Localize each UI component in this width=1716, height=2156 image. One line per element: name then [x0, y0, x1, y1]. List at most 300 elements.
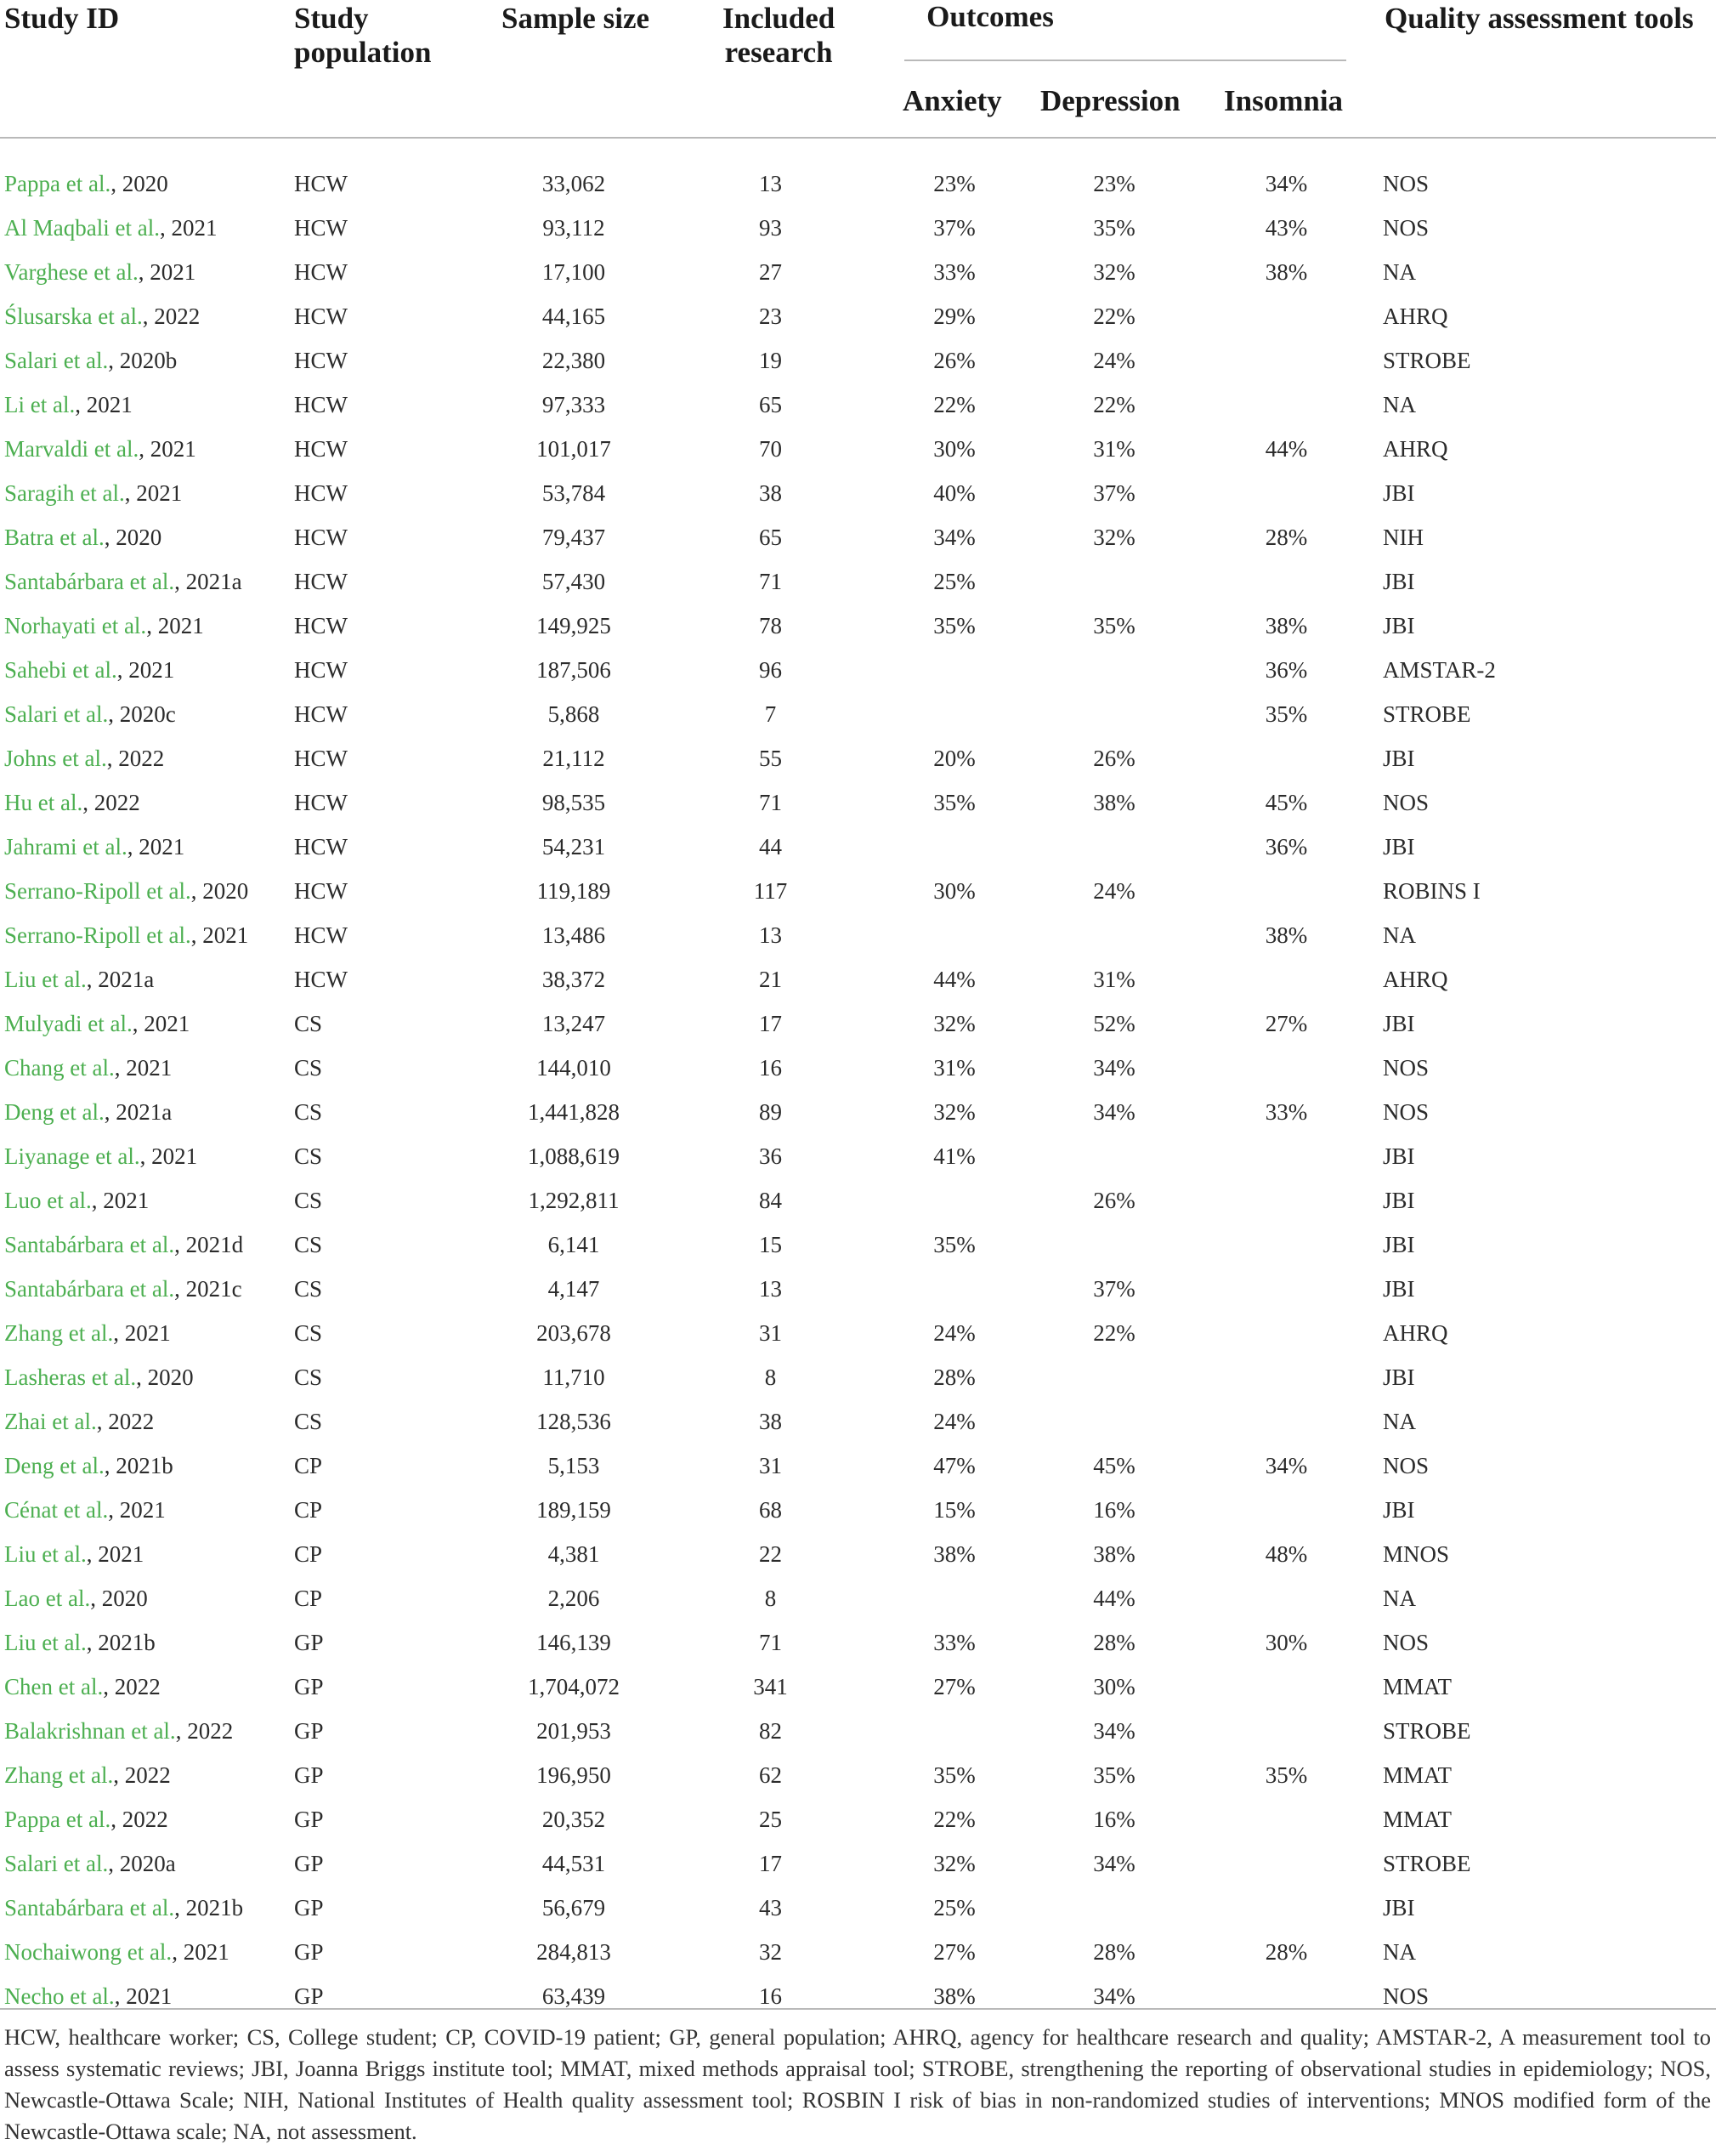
- cell-anxiety: 26%: [933, 347, 976, 373]
- cell-sample-size: 79,437: [541, 524, 606, 550]
- study-author-link[interactable]: Ślusarska et al.: [4, 303, 143, 329]
- cell-population: HCW: [294, 877, 348, 904]
- cell-quality-tool: STROBE: [1383, 1717, 1471, 1744]
- cell-included-research: 65: [759, 524, 782, 550]
- cell-study-id: [0, 1355, 294, 1399]
- study-year: , 2021c: [174, 1275, 242, 1302]
- cell-population: GP: [294, 1806, 324, 1832]
- study-author-link[interactable]: Liu et al.: [4, 966, 87, 992]
- cell-depression: 35%: [1093, 612, 1136, 638]
- study-author-link[interactable]: Jahrami et al.: [4, 833, 127, 860]
- study-year: , 2022: [82, 789, 140, 815]
- cell-study-id: [0, 1090, 294, 1134]
- study-year: , 2021b: [174, 1894, 244, 1921]
- study-author-link[interactable]: Deng et al.: [4, 1452, 105, 1478]
- cell-depression: [1039, 692, 1190, 736]
- cell-included-research: 16: [759, 1054, 782, 1081]
- study-year: , 2021: [127, 833, 185, 860]
- cell-quality-tool: MMAT: [1383, 1673, 1453, 1699]
- cell-included-research: 13: [759, 170, 782, 196]
- cell-study-id: [0, 869, 294, 913]
- cell-quality-tool: JBI: [1383, 745, 1415, 771]
- cell-sample-size: 44,165: [541, 303, 606, 329]
- cell-anxiety: 20%: [933, 745, 976, 771]
- cell-study-id: [0, 1488, 294, 1532]
- table-row: [0, 604, 1716, 648]
- cell-included-research: 341: [753, 1673, 788, 1699]
- cell-depression: 24%: [1093, 347, 1136, 373]
- table-row: [0, 427, 1716, 471]
- cell-included-research: 21: [759, 966, 782, 992]
- cell-population: CP: [294, 1496, 323, 1523]
- cell-depression: 28%: [1093, 1938, 1136, 1965]
- table-row: [0, 780, 1716, 825]
- cell-population: CS: [294, 1054, 323, 1081]
- table-row: [0, 1267, 1716, 1311]
- cell-population: CS: [294, 1010, 323, 1036]
- cell-population: HCW: [294, 303, 348, 329]
- outcomes-divider: [904, 60, 1346, 61]
- study-year: , 2022: [175, 1717, 234, 1744]
- cell-population: HCW: [294, 745, 348, 771]
- study-author-link[interactable]: Liu et al.: [4, 1540, 87, 1567]
- cell-study-id: [0, 1886, 294, 1930]
- cell-included-research: 62: [759, 1762, 782, 1788]
- cell-insomnia: [1190, 1223, 1383, 1267]
- table-row: [0, 1223, 1716, 1267]
- study-author-link[interactable]: Balakrishnan et al.: [4, 1717, 176, 1744]
- cell-anxiety: 35%: [933, 789, 976, 815]
- cell-study-id: [0, 1223, 294, 1267]
- cell-quality-tool: NOS: [1383, 214, 1430, 241]
- cell-depression: 32%: [1093, 258, 1136, 285]
- study-year: , 2021a: [86, 966, 155, 992]
- cell-population: HCW: [294, 435, 348, 462]
- study-author-link[interactable]: Zhai et al.: [4, 1408, 97, 1434]
- cell-anxiety: 27%: [933, 1673, 976, 1699]
- cell-study-id: [0, 1841, 294, 1886]
- cell-sample-size: 11,710: [542, 1364, 605, 1390]
- cell-anxiety: 34%: [933, 524, 976, 550]
- cell-insomnia: 38%: [1265, 922, 1308, 948]
- table-row: [0, 338, 1716, 383]
- table-row: [0, 1974, 1716, 2018]
- table-row: [0, 825, 1716, 869]
- study-author-link[interactable]: Marvaldi et al.: [4, 435, 139, 462]
- cell-depression: 16%: [1093, 1806, 1136, 1832]
- study-author-link[interactable]: Zhang et al.: [4, 1762, 114, 1788]
- study-author-link[interactable]: Pappa et al.: [4, 1806, 111, 1832]
- table-row: [0, 1620, 1716, 1665]
- cell-sample-size: 17,100: [541, 258, 606, 285]
- cell-depression: 24%: [1093, 877, 1136, 904]
- table-row: [0, 1311, 1716, 1355]
- cell-included-research: 117: [753, 877, 788, 904]
- cell-population: CS: [294, 1143, 323, 1169]
- cell-quality-tool: AHRQ: [1383, 435, 1448, 462]
- header-study-id: Study ID: [4, 2, 120, 35]
- cell-anxiety: 32%: [933, 1098, 976, 1125]
- cell-anxiety: 38%: [933, 1983, 976, 2009]
- cell-insomnia: [1190, 1886, 1383, 1930]
- cell-included-research: 70: [759, 435, 782, 462]
- cell-included-research: 31: [759, 1452, 782, 1478]
- studies-table: [0, 162, 1716, 2018]
- cell-sample-size: 53,784: [541, 479, 606, 506]
- cell-insomnia: [1190, 1488, 1383, 1532]
- cell-insomnia: [1190, 1576, 1383, 1620]
- cell-insomnia: 34%: [1265, 170, 1308, 196]
- cell-depression: [1039, 1886, 1190, 1930]
- header-study-population: [294, 2, 431, 70]
- cell-depression: [1039, 1134, 1190, 1178]
- cell-included-research: 27: [759, 258, 782, 285]
- study-year: , 2020: [104, 524, 162, 550]
- cell-included-research: 82: [759, 1717, 782, 1744]
- table-footnote: HCW, healthcare worker; CS, College student; CP, COVID-19 patient; GP, general population; AHRQ, agency for healthcare research and quality; AMSTAR-2, A measurement tool to assess systematic reviews; JBI, Joanna Briggs institute tool; MMAT, mixed methods appraisal tool; STROBE, strengthening the reporting of observational studies in epidemiology; NOS, Newcastle-Ottawa Scale; NIH, National Institutes of Health quality assessment tool; ROSBIN I risk of bias in non-randomized studies of interventions; MNOS modified form of the Newcastle-Ottawa scale; NA, not assessment.: [4, 2024, 1711, 2144]
- study-author-link[interactable]: Mulyadi et al.: [4, 1010, 133, 1036]
- cell-insomnia: 43%: [1265, 214, 1308, 241]
- study-year: , 2022: [142, 303, 201, 329]
- cell-depression: 37%: [1093, 1275, 1136, 1302]
- study-author-link[interactable]: Norhayati et al.: [4, 612, 147, 638]
- study-author-link[interactable]: Deng et al.: [4, 1098, 105, 1125]
- cell-depression: 30%: [1093, 1673, 1136, 1699]
- study-author-link[interactable]: Santabárbara et al.: [4, 1275, 175, 1302]
- cell-study-id: [0, 1974, 294, 2018]
- study-author-link[interactable]: Sahebi et al.: [4, 656, 117, 683]
- study-year: , 2021: [159, 214, 218, 241]
- cell-study-id: [0, 1797, 294, 1841]
- cell-sample-size: 1,088,619: [528, 1143, 620, 1169]
- cell-population: HCW: [294, 922, 348, 948]
- cell-population: GP: [294, 1938, 324, 1965]
- study-author-link[interactable]: Zhang et al.: [4, 1319, 114, 1346]
- cell-insomnia: [1190, 957, 1383, 1001]
- cell-sample-size: 144,010: [536, 1054, 611, 1081]
- cell-population: GP: [294, 1673, 324, 1699]
- study-author-link[interactable]: Salari et al.: [4, 347, 109, 373]
- cell-quality-tool: NOS: [1383, 1452, 1430, 1478]
- table-row: [0, 1665, 1716, 1709]
- table-row: [0, 294, 1716, 338]
- cell-depression: 31%: [1093, 966, 1136, 992]
- cell-depression: 22%: [1093, 1319, 1136, 1346]
- cell-quality-tool: MMAT: [1383, 1762, 1453, 1788]
- cell-sample-size: 5,153: [547, 1452, 600, 1478]
- cell-depression: 45%: [1093, 1452, 1136, 1478]
- cell-population: CP: [294, 1540, 323, 1567]
- cell-anxiety: [870, 692, 1039, 736]
- table-row: [0, 1090, 1716, 1134]
- cell-anxiety: 38%: [933, 1540, 976, 1567]
- cell-population: HCW: [294, 170, 348, 196]
- study-author-link[interactable]: Chang et al.: [4, 1054, 115, 1081]
- study-year: , 2022: [110, 1806, 168, 1832]
- cell-included-research: 36: [759, 1143, 782, 1169]
- cell-insomnia: 34%: [1265, 1452, 1308, 1478]
- study-year: , 2021: [124, 479, 183, 506]
- cell-quality-tool: JBI: [1383, 1894, 1415, 1921]
- cell-insomnia: 36%: [1265, 656, 1308, 683]
- cell-anxiety: 23%: [933, 170, 976, 196]
- study-author-link[interactable]: Santabárbara et al.: [4, 1231, 175, 1257]
- study-author-link[interactable]: Lasheras et al.: [4, 1364, 137, 1390]
- cell-population: HCW: [294, 479, 348, 506]
- cell-quality-tool: JBI: [1383, 1143, 1415, 1169]
- cell-anxiety: 30%: [933, 877, 976, 904]
- cell-quality-tool: JBI: [1383, 1496, 1415, 1523]
- cell-depression: 26%: [1093, 1187, 1136, 1213]
- cell-depression: [1039, 825, 1190, 869]
- table-bottom-divider: [0, 2008, 1716, 2010]
- cell-included-research: 93: [759, 214, 782, 241]
- cell-anxiety: 24%: [933, 1319, 976, 1346]
- study-author-link[interactable]: Li et al.: [4, 391, 76, 417]
- table-row: [0, 1841, 1716, 1886]
- cell-anxiety: 15%: [933, 1496, 976, 1523]
- table-row: [0, 1444, 1716, 1488]
- study-year: , 2020: [90, 1585, 148, 1611]
- cell-included-research: 44: [759, 833, 782, 860]
- cell-depression: 34%: [1093, 1983, 1136, 2009]
- header-depression: Depression: [1040, 84, 1181, 117]
- cell-anxiety: 25%: [933, 1894, 976, 1921]
- cell-sample-size: 54,231: [541, 833, 606, 860]
- cell-insomnia: 38%: [1265, 258, 1308, 285]
- cell-insomnia: [1190, 383, 1383, 427]
- cell-population: CS: [294, 1319, 323, 1346]
- cell-anxiety: 35%: [933, 1231, 976, 1257]
- cell-insomnia: 35%: [1265, 701, 1308, 727]
- cell-included-research: 17: [759, 1850, 782, 1876]
- cell-quality-tool: NA: [1383, 1408, 1416, 1434]
- cell-included-research: 71: [759, 568, 782, 594]
- cell-population: CS: [294, 1187, 323, 1213]
- study-year: , 2020b: [108, 347, 178, 373]
- study-author-link[interactable]: Liu et al.: [4, 1629, 87, 1655]
- cell-anxiety: 33%: [933, 258, 976, 285]
- cell-study-id: [0, 780, 294, 825]
- cell-insomnia: 28%: [1265, 524, 1308, 550]
- study-author-link[interactable]: Santabárbara et al.: [4, 568, 175, 594]
- cell-anxiety: 41%: [933, 1143, 976, 1169]
- study-year: , 2021d: [174, 1231, 244, 1257]
- cell-depression: [1039, 1399, 1190, 1444]
- study-author-link[interactable]: Pappa et al.: [4, 170, 111, 196]
- cell-quality-tool: AMSTAR-2: [1383, 656, 1496, 683]
- cell-insomnia: 27%: [1265, 1010, 1308, 1036]
- cell-study-id: [0, 1532, 294, 1576]
- study-author-link[interactable]: Salari et al.: [4, 1850, 109, 1876]
- cell-insomnia: 28%: [1265, 1938, 1308, 1965]
- study-year: , 2021b: [86, 1629, 156, 1655]
- cell-anxiety: 44%: [933, 966, 976, 992]
- cell-study-id: [0, 1753, 294, 1797]
- table-row: [0, 1046, 1716, 1090]
- cell-sample-size: 13,486: [541, 922, 606, 948]
- table-row: [0, 206, 1716, 250]
- cell-included-research: 7: [764, 701, 777, 727]
- table-row: [0, 515, 1716, 559]
- cell-depression: 31%: [1093, 435, 1136, 462]
- table-row: [0, 1532, 1716, 1576]
- cell-depression: 26%: [1093, 745, 1136, 771]
- cell-included-research: 32: [759, 1938, 782, 1965]
- study-author-link[interactable]: Varghese et al.: [4, 258, 139, 285]
- cell-quality-tool: MNOS: [1383, 1540, 1450, 1567]
- cell-quality-tool: JBI: [1383, 833, 1415, 860]
- cell-anxiety: 29%: [933, 303, 976, 329]
- cell-sample-size: 33,062: [541, 170, 606, 196]
- cell-population: GP: [294, 1762, 324, 1788]
- study-year: , 2022: [113, 1762, 171, 1788]
- header-insomnia: Insomnia: [1224, 84, 1344, 117]
- study-author-link[interactable]: Al Maqbali et al.: [4, 214, 160, 241]
- cell-insomnia: 45%: [1265, 789, 1308, 815]
- cell-insomnia: [1190, 1046, 1383, 1090]
- cell-sample-size: 101,017: [536, 435, 611, 462]
- cell-depression: 34%: [1093, 1098, 1136, 1125]
- study-author-link[interactable]: Nochaiwong et al.: [4, 1938, 173, 1965]
- cell-quality-tool: NA: [1383, 391, 1416, 417]
- cell-sample-size: 189,159: [536, 1496, 611, 1523]
- table-row: [0, 1930, 1716, 1974]
- cell-insomnia: [1190, 1311, 1383, 1355]
- study-author-link[interactable]: Salari et al.: [4, 701, 109, 727]
- cell-insomnia: 36%: [1265, 833, 1308, 860]
- study-author-link[interactable]: Hu et al.: [4, 789, 83, 815]
- cell-anxiety: 32%: [933, 1010, 976, 1036]
- cell-study-id: [0, 692, 294, 736]
- cell-included-research: 13: [759, 922, 782, 948]
- study-year: , 2022: [96, 1408, 155, 1434]
- cell-population: CS: [294, 1275, 323, 1302]
- study-author-link[interactable]: Liyanage et al.: [4, 1143, 140, 1169]
- table-row: [0, 957, 1716, 1001]
- study-author-link[interactable]: Saragih et al.: [4, 479, 125, 506]
- cell-anxiety: 31%: [933, 1054, 976, 1081]
- cell-depression: 22%: [1093, 303, 1136, 329]
- cell-study-id: [0, 1620, 294, 1665]
- cell-population: HCW: [294, 833, 348, 860]
- cell-quality-tool: JBI: [1383, 612, 1415, 638]
- cell-quality-tool: JBI: [1383, 1187, 1415, 1213]
- cell-depression: 22%: [1093, 391, 1136, 417]
- study-author-link[interactable]: Chen et al.: [4, 1673, 104, 1699]
- cell-depression: 34%: [1093, 1054, 1136, 1081]
- cell-anxiety: 27%: [933, 1938, 976, 1965]
- cell-depression: [1039, 913, 1190, 957]
- table-row: [0, 383, 1716, 427]
- table-row: [0, 648, 1716, 692]
- cell-population: HCW: [294, 214, 348, 241]
- study-author-link[interactable]: Luo et al.: [4, 1187, 92, 1213]
- cell-sample-size: 119,189: [536, 877, 611, 904]
- cell-anxiety: 35%: [933, 1762, 976, 1788]
- study-year: , 2021: [108, 1496, 166, 1523]
- cell-included-research: 31: [759, 1319, 782, 1346]
- cell-insomnia: [1190, 559, 1383, 604]
- cell-sample-size: 22,380: [541, 347, 606, 373]
- study-author-link[interactable]: Necho et al.: [4, 1983, 115, 2009]
- cell-sample-size: 97,333: [541, 391, 606, 417]
- cell-included-research: 71: [759, 789, 782, 815]
- cell-population: CS: [294, 1098, 323, 1125]
- table-row: [0, 1709, 1716, 1753]
- cell-study-id: [0, 604, 294, 648]
- cell-included-research: 8: [764, 1364, 777, 1390]
- cell-insomnia: [1190, 1841, 1383, 1886]
- studies-table-body: [0, 162, 1716, 2018]
- cell-insomnia: 33%: [1265, 1098, 1308, 1125]
- cell-included-research: 38: [759, 1408, 782, 1434]
- cell-sample-size: 4,381: [547, 1540, 600, 1567]
- study-year: , 2021: [146, 612, 204, 638]
- cell-sample-size: 44,531: [541, 1850, 606, 1876]
- cell-sample-size: 146,139: [536, 1629, 611, 1655]
- cell-study-id: [0, 1444, 294, 1488]
- table-row: [0, 250, 1716, 294]
- study-author-link[interactable]: Lao et al.: [4, 1585, 91, 1611]
- study-author-link[interactable]: Santabárbara et al.: [4, 1894, 175, 1921]
- cell-population: GP: [294, 1629, 324, 1655]
- cell-study-id: [0, 1311, 294, 1355]
- cell-population: HCW: [294, 524, 348, 550]
- cell-anxiety: 35%: [933, 612, 976, 638]
- study-author-link[interactable]: Cénat et al.: [4, 1496, 109, 1523]
- cell-population: HCW: [294, 347, 348, 373]
- table-row: [0, 692, 1716, 736]
- cell-population: HCW: [294, 656, 348, 683]
- cell-population: GP: [294, 1983, 324, 2009]
- table-row: [0, 736, 1716, 780]
- cell-study-id: [0, 559, 294, 604]
- study-author-link[interactable]: Serrano-Ripoll et al.: [4, 922, 191, 948]
- cell-study-id: [0, 294, 294, 338]
- cell-included-research: 13: [759, 1275, 782, 1302]
- cell-insomnia: 35%: [1265, 1762, 1308, 1788]
- study-year: , 2021: [172, 1938, 229, 1965]
- cell-included-research: 71: [759, 1629, 782, 1655]
- cell-included-research: 16: [759, 1983, 782, 2009]
- study-author-link[interactable]: Batra et al.: [4, 524, 105, 550]
- cell-sample-size: 5,868: [547, 701, 600, 727]
- cell-study-id: [0, 1709, 294, 1753]
- cell-quality-tool: NOS: [1383, 1098, 1430, 1125]
- study-year: , 2020c: [108, 701, 176, 727]
- cell-quality-tool: JBI: [1383, 1364, 1415, 1390]
- table-row: [0, 559, 1716, 604]
- cell-quality-tool: NOS: [1383, 1054, 1430, 1081]
- cell-included-research: 43: [759, 1894, 782, 1921]
- cell-depression: 44%: [1093, 1585, 1136, 1611]
- study-author-link[interactable]: Serrano-Ripoll et al.: [4, 877, 191, 904]
- study-author-link[interactable]: Johns et al.: [4, 745, 107, 771]
- cell-anxiety: [870, 1576, 1039, 1620]
- cell-depression: 34%: [1093, 1717, 1136, 1744]
- cell-anxiety: 47%: [933, 1452, 976, 1478]
- cell-included-research: 15: [759, 1231, 782, 1257]
- cell-anxiety: 37%: [933, 214, 976, 241]
- cell-insomnia: [1190, 1355, 1383, 1399]
- cell-depression: 23%: [1093, 170, 1136, 196]
- cell-quality-tool: NIH: [1383, 524, 1424, 550]
- cell-quality-tool: JBI: [1383, 479, 1415, 506]
- cell-study-id: [0, 338, 294, 383]
- cell-depression: 32%: [1093, 524, 1136, 550]
- cell-insomnia: [1190, 1399, 1383, 1444]
